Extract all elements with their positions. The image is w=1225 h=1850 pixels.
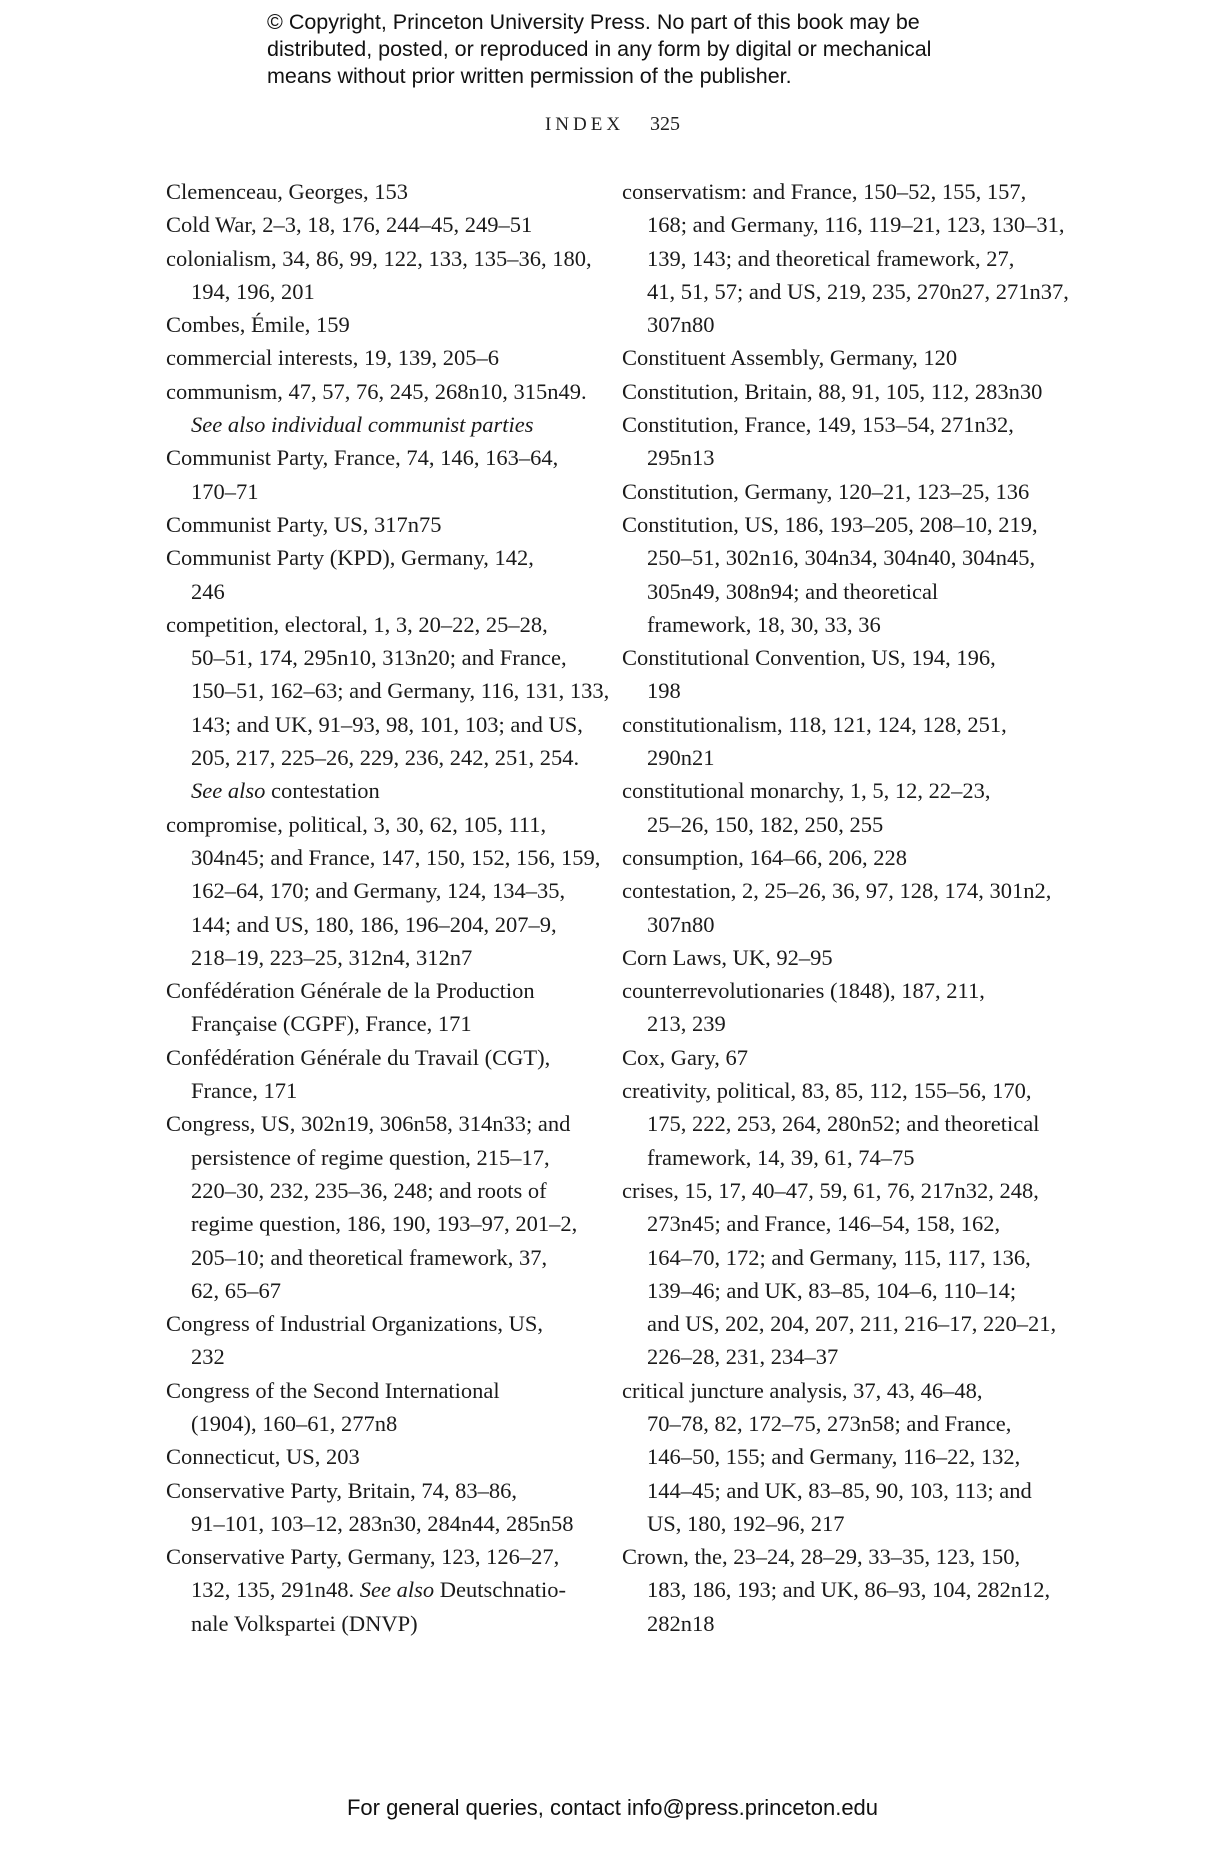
index-entry	[622, 941, 1042, 974]
index-entry-line: constitutionalism, 118, 121, 124, 128, 251,	[622, 711, 1007, 737]
index-entry-line: 205–10; and theoretical framework, 37,	[191, 1244, 548, 1270]
index-entry-line: 205, 217, 225–26, 229, 236, 242, 251, 254.	[191, 745, 580, 771]
index-entry-line: 295n13	[647, 445, 715, 471]
index-entry-line: 307n80	[647, 911, 715, 937]
index-entry-line: framework, 14, 39, 61, 74–75	[647, 1144, 915, 1170]
index-entry	[166, 1474, 596, 1541]
index-entry-line: counterrevolutionaries (1848), 187, 211,	[622, 978, 985, 1004]
index-entry-line: Conservative Party, Britain, 74, 83–86,	[166, 1477, 517, 1503]
index-entry-line: critical juncture analysis, 37, 43, 46–48,	[622, 1377, 983, 1403]
index-entry-line: Clemenceau, Georges, 153	[166, 179, 409, 204]
index-entry-line: US, 180, 192–96, 217	[647, 1510, 845, 1536]
index-entry	[622, 774, 1042, 841]
index-entry	[166, 974, 596, 1041]
index-entry-line: framework, 18, 30, 33, 36	[647, 611, 881, 637]
index-entry-line: Crown, the, 23–24, 28–29, 33–35, 123, 150,	[622, 1544, 1021, 1570]
index-entry-line: 50–51, 174, 295n10, 313n20; and France,	[191, 645, 567, 671]
index-entry	[166, 1307, 596, 1374]
index-entry-line: Congress of Industrial Organizations, US,	[166, 1311, 544, 1337]
index-entry-line: Cox, Gary, 67	[622, 1044, 749, 1070]
index-entry-line: Communist Party, France, 74, 146, 163–64,	[166, 445, 559, 471]
index-entry-line: 162–64, 170; and Germany, 124, 134–35,	[191, 878, 566, 904]
index-entry-line: 91–101, 103–12, 283n30, 284n44, 285n58	[191, 1510, 574, 1536]
index-entry	[166, 208, 596, 241]
index-entry-line: Constituent Assembly, Germany, 120	[622, 345, 958, 371]
index-entry-line: Connecticut, US, 203	[166, 1444, 360, 1470]
index-entry-line: 175, 222, 253, 264, 280n52; and theoretical	[647, 1111, 1040, 1137]
index-entry-line: constitutional monarchy, 1, 5, 12, 22–23,	[622, 778, 991, 804]
index-entry-line: Constitution, US, 186, 193–205, 208–10, 219,	[622, 511, 1038, 537]
index-entry	[166, 1107, 596, 1307]
index-entry-line: communism, 47, 57, 76, 245, 268n10, 315n49.	[166, 378, 587, 404]
index-entry-line: Congress of the Second International	[166, 1377, 500, 1403]
index-entry	[622, 175, 1069, 341]
index-entry	[622, 341, 1042, 374]
index-entry-line: 273n45; and France, 146–54, 158, 162,	[647, 1211, 1001, 1237]
index-entry	[622, 1540, 1051, 1640]
index-column-left	[166, 175, 610, 1640]
index-entry-line: 250–51, 302n16, 304n34, 304n40, 304n45,	[647, 545, 1036, 571]
index-entry	[166, 808, 601, 974]
index-entry-line: Cold War, 2–3, 18, 176, 244–45, 249–51	[166, 212, 533, 238]
index-entry	[166, 1041, 596, 1108]
index-entry-line: 218–19, 223–25, 312n4, 312n7	[191, 944, 473, 970]
index-entry-line: contestation, 2, 25–26, 36, 97, 128, 174, 301n2,	[622, 878, 1052, 904]
index-entry	[622, 874, 1052, 941]
index-entry-line: 194, 196, 201	[191, 278, 315, 304]
index-entry-line: 168; and Germany, 116, 119–21, 123, 130–31,	[647, 212, 1065, 238]
index-entry-line: France, 171	[191, 1078, 298, 1104]
index-entry-line: See also contestation	[191, 778, 380, 804]
index-entry-line: compromise, political, 3, 30, 62, 105, 111,	[166, 811, 547, 837]
index-entry-line: 232	[191, 1344, 225, 1370]
index-entry-line: 290n21	[647, 745, 715, 771]
index-entry-line: See also individual communist parties	[191, 412, 534, 438]
index-entry-line: 139, 143; and theoretical framework, 27,	[647, 245, 1015, 271]
index-entry-line: nale Volkspartei (DNVP)	[191, 1610, 418, 1636]
index-entry-line: Communist Party, US, 317n75	[166, 511, 442, 537]
index-entry	[622, 375, 1042, 408]
index-entry	[622, 508, 1042, 641]
index-entry	[166, 375, 596, 442]
index-entry-line: Congress, US, 302n19, 306n58, 314n33; and	[166, 1111, 571, 1137]
index-entry-line: 220–30, 232, 235–36, 248; and roots of	[191, 1177, 547, 1203]
index-entry-line: 146–50, 155; and Germany, 116–22, 132,	[647, 1444, 1021, 1470]
index-entry	[622, 841, 1042, 874]
index-entry-line: consumption, 164–66, 206, 228	[622, 844, 907, 870]
index-entry-line: and US, 202, 204, 207, 211, 216–17, 220–21,	[647, 1311, 1057, 1337]
index-entry-line: 144; and US, 180, 186, 196–204, 207–9,	[191, 911, 557, 937]
index-entry-line: 170–71	[191, 478, 259, 504]
index-entry-line: Corn Laws, UK, 92–95	[622, 944, 833, 970]
index-entry-line: creativity, political, 83, 85, 112, 155–56, 170,	[622, 1078, 1032, 1104]
index-entry-line: (1904), 160–61, 277n8	[191, 1410, 398, 1436]
index-entry	[166, 541, 596, 608]
index-entry-line: 139–46; and UK, 83–85, 104–6, 110–14;	[647, 1277, 1017, 1303]
index-entry	[622, 1074, 1042, 1174]
index-entry-line: commercial interests, 19, 139, 205–6	[166, 345, 500, 371]
section-title: INDEX	[544, 114, 625, 135]
index-entry-line: regime question, 186, 190, 193–97, 201–2,	[191, 1211, 578, 1237]
index-entry-line: 198	[647, 678, 681, 704]
running-head	[0, 113, 1225, 136]
index-entry-line: Conservative Party, Germany, 123, 126–27,	[166, 1544, 560, 1570]
index-entry	[622, 475, 1042, 508]
index-entry-line: crises, 15, 17, 40–47, 59, 61, 76, 217n32, 248,	[622, 1177, 1039, 1203]
index-entry-line: 150–51, 162–63; and Germany, 116, 131, 133,	[191, 678, 610, 704]
index-entry	[166, 1540, 596, 1640]
index-entry	[166, 608, 610, 808]
index-entry-line: 132, 135, 291n48. See also Deutschnatio-	[191, 1577, 566, 1603]
index-entry-line: Communist Party (KPD), Germany, 142,	[166, 545, 534, 571]
index-entry-line: Constitution, Germany, 120–21, 123–25, 136	[622, 478, 1030, 504]
index-entry-line: 305n49, 308n94; and theoretical	[647, 578, 939, 604]
index-entry	[166, 242, 596, 309]
index-entry-line: competition, electoral, 1, 3, 20–22, 25–28,	[166, 611, 548, 637]
index-column-right	[622, 175, 1069, 1640]
index-entry-line: Française (CGPF), France, 171	[191, 1011, 472, 1037]
index-entry-line: Confédération Générale du Travail (CGT),	[166, 1044, 551, 1070]
index-entry	[166, 508, 596, 541]
index-entry-line: 70–78, 82, 172–75, 273n58; and France,	[647, 1410, 1012, 1436]
copyright-line: distributed, posted, or reproduced in any form by digital or mechanical	[267, 37, 932, 61]
index-entry-line: 226–28, 231, 234–37	[647, 1344, 839, 1370]
index-entry-line: Constitution, Britain, 88, 91, 105, 112, 283n30	[622, 378, 1043, 404]
index-entry	[166, 308, 596, 341]
index-entry-line: 282n18	[647, 1610, 715, 1636]
index-entry-line: 143; and UK, 91–93, 98, 101, 103; and US,	[191, 711, 583, 737]
footer-contact: For general queries, contact info@press.princeton.edu	[346, 1795, 879, 1820]
index-entry	[622, 974, 1042, 1041]
index-entry	[166, 1440, 596, 1473]
copyright-line: © Copyright, Princeton University Press. No part of this book may be	[267, 10, 920, 34]
index-entry	[622, 408, 1042, 475]
index-entry-line: 213, 239	[647, 1011, 726, 1037]
index-entry	[166, 441, 596, 508]
index-entry-line: 164–70, 172; and Germany, 115, 117, 136,	[647, 1244, 1031, 1270]
page-number: 325	[650, 113, 681, 135]
index-entry-line: 25–26, 150, 182, 250, 255	[647, 811, 884, 837]
index-entry	[166, 1374, 596, 1441]
index-entry-line: 183, 186, 193; and UK, 86–93, 104, 282n12,	[647, 1577, 1051, 1603]
index-entry-line: 62, 65–67	[191, 1277, 281, 1303]
index-entry-line: 41, 51, 57; and US, 219, 235, 270n27, 271n37,	[647, 278, 1069, 304]
index-entry	[622, 641, 1042, 708]
index-entry	[622, 1374, 1042, 1540]
index-entry	[622, 1174, 1057, 1374]
index-entry	[622, 1041, 1042, 1074]
index-entry-line: Confédération Générale de la Production	[166, 978, 535, 1004]
index-entry	[622, 708, 1042, 775]
index-entry-line: Constitution, France, 149, 153–54, 271n32,	[622, 412, 1014, 438]
index-entry-line: 304n45; and France, 147, 150, 152, 156, 159,	[191, 844, 601, 870]
index-entry	[166, 175, 596, 208]
index-entry-line: 246	[191, 578, 225, 604]
index-entry-line: 144–45; and UK, 83–85, 90, 103, 113; and	[647, 1477, 1032, 1503]
index-entry-line: Combes, Émile, 159	[166, 312, 350, 338]
index-entry-line: colonialism, 34, 86, 99, 122, 133, 135–36, 180,	[166, 245, 592, 271]
index-entry-line: conservatism: and France, 150–52, 155, 157,	[622, 179, 1027, 204]
index-entry-line: Constitutional Convention, US, 194, 196,	[622, 645, 996, 671]
index-entry-line: persistence of regime question, 215–17,	[191, 1144, 550, 1170]
index-entry-line: 307n80	[647, 312, 715, 338]
copyright-line: means without prior written permission of the publisher.	[267, 64, 792, 88]
copyright-notice	[267, 9, 1027, 90]
index-entry	[166, 341, 596, 374]
